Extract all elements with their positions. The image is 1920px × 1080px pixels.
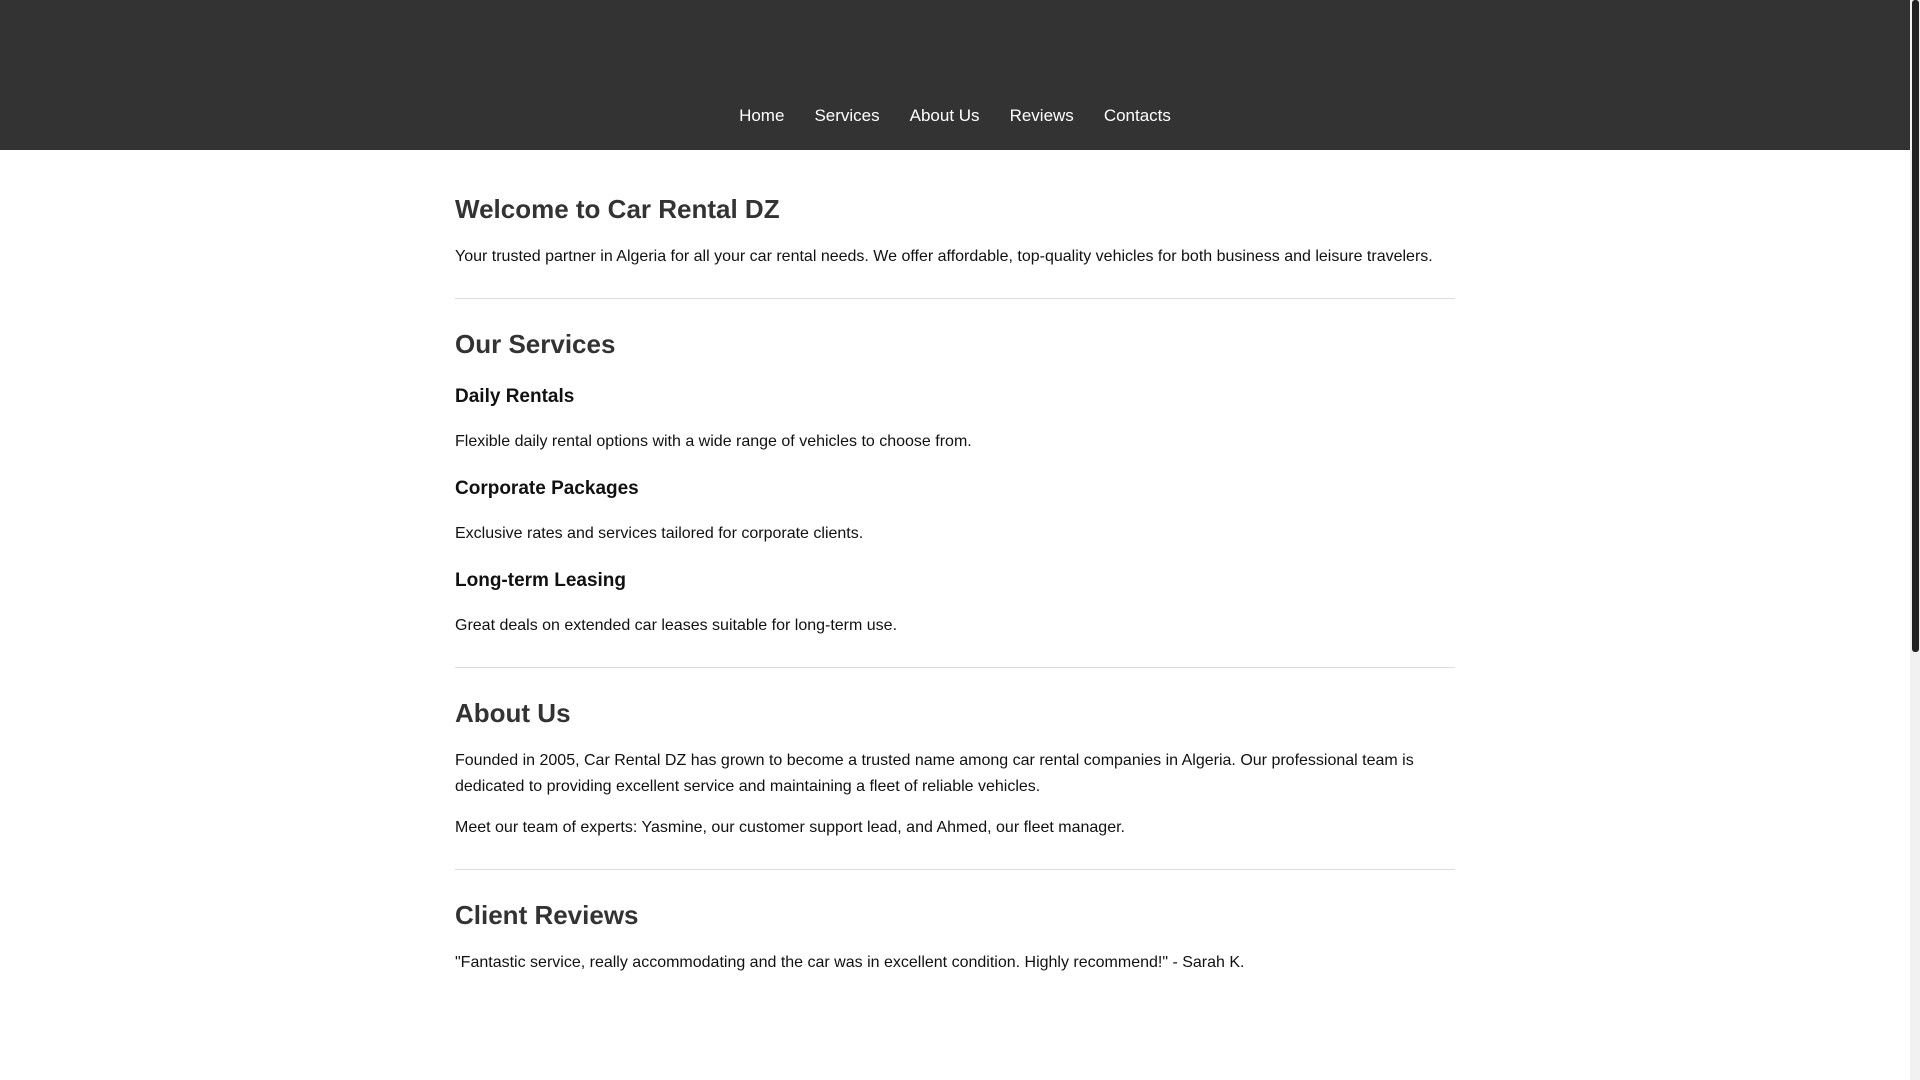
page-scrollbar[interactable]	[1910, 0, 1920, 1080]
services-title: Our Services	[455, 329, 616, 359]
site-header	[0, 0, 1910, 150]
service-title: Corporate Packages	[455, 478, 639, 499]
about-paragraph: Founded in 2005, Car Rental DZ has grown to become a trusted name among car rental companies in Algeria. Our professional team is dedicated to providing excellent service and maintaining a fleet of reliable vehicles.	[455, 752, 1414, 795]
service-text: Exclusive rates and services tailored for corporate clients.	[455, 525, 864, 542]
service-item	[455, 477, 1455, 547]
reviews-title: Client Reviews	[455, 900, 639, 930]
welcome-section	[455, 150, 1455, 299]
service-item	[455, 569, 1455, 639]
main-nav	[0, 104, 1910, 128]
nav-link-home[interactable]: Home	[739, 106, 785, 125]
service-text: Great deals on extended car leases suitable for long-term use.	[455, 617, 898, 634]
service-title: Daily Rentals	[455, 386, 575, 407]
about-team-paragraph: Meet our team of experts: Yasmine, our customer support lead, and Ahmed, our fleet manager.	[455, 819, 1125, 836]
scrollbar-thumb[interactable]	[1912, 0, 1919, 652]
nav-link-about-us[interactable]: About Us	[909, 106, 980, 125]
services-section	[455, 329, 1455, 668]
reviews-section	[455, 900, 1455, 1004]
service-item	[455, 385, 1455, 455]
welcome-text: Your trusted partner in Algeria for all your car rental needs. We offer affordable, top-quality vehicles for both business and leisure travelers.	[455, 248, 1433, 265]
nav-link-reviews[interactable]: Reviews	[1009, 106, 1074, 125]
about-title: About Us	[455, 698, 571, 728]
review-item: "Fantastic service, really accommodating and the car was in excellent condition. Highly recommend!" - Sarah K.	[455, 954, 1245, 971]
main-content	[455, 150, 1455, 1034]
nav-link-contacts[interactable]: Contacts	[1103, 106, 1171, 125]
nav-link-services[interactable]: Services	[814, 106, 880, 125]
service-text: Flexible daily rental options with a wide range of vehicles to choose from.	[455, 433, 972, 450]
service-title: Long-term Leasing	[455, 570, 627, 591]
welcome-title: Welcome to Car Rental DZ	[455, 194, 780, 224]
about-section	[455, 698, 1455, 870]
